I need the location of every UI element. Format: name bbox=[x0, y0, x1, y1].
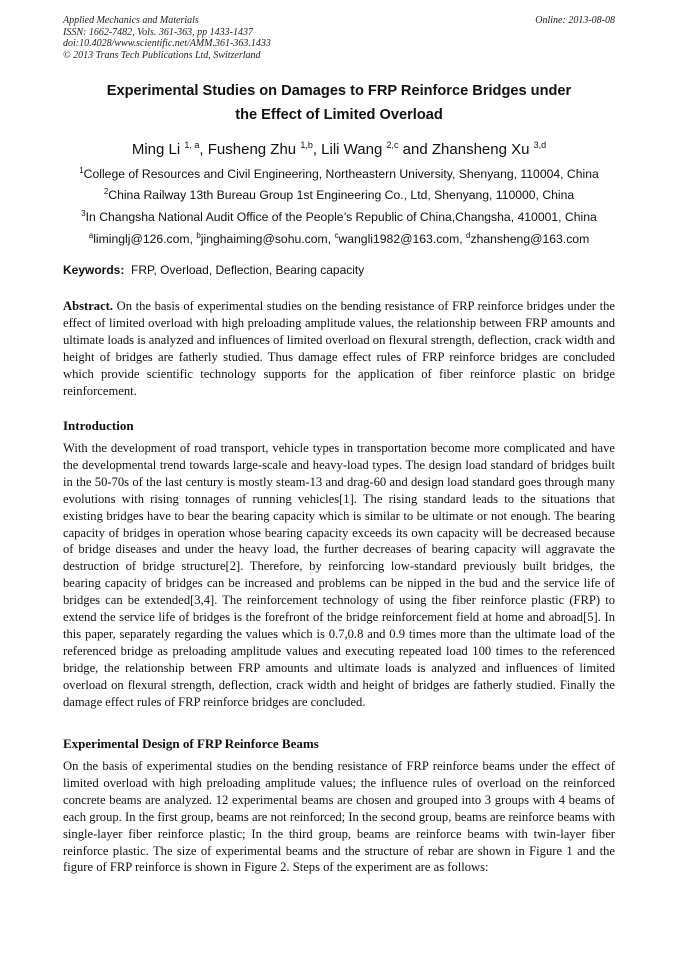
author-name: Ming Li bbox=[131, 141, 181, 158]
author-sup: 3,d bbox=[533, 140, 547, 150]
affiliation-text: College of Resources and Civil Engineering, Northeastern University, Shenyang, 110004, China bbox=[83, 167, 599, 181]
keywords-text: FRP, Overload, Deflection, Bearing capacity bbox=[131, 263, 365, 277]
email-sup: d bbox=[466, 231, 471, 240]
introduction-text: With the development of road transport, vehicle types in transportation become more complicated and have the developmental trend towards large-scale and heavy-load types. The design load standard of bridges built in the 50-70s of the last century is mostly steam-13 and drag-60 and design load standard goes through many evolutions with rising tonnages of running vehicles[1]. The rising standard leads to the situations that existing bridges have to bear the bearing capacity which is similar to be ultimate or not enough. The bearing capacity of bridges in operation whose bearing capacity exceeds its own capacity will be decreased because of bridge diseases and under the heavy load, the further decreases of bearing capacity will aggravate the destruction of bridge structure[2]. Therefore, by reinforcing low-standard previously built bridges, the bearing capacity of bridges can be increased and problems can be nipped in the bud and the service life of bridges can be extended[3,4]. The reinforcement technology of using the fiber reinforce plastic (FRP) to extend the service life of bridges is the forefront of the bridge reinforcement field at home and abroad[5]. In this paper, separately regarding the values which is 0.7,0.8 and 0.9 times more than the ultimate load of the referenced bridge as preloading amplitude values and executing repeated load 100 times to the referenced bridge, the relationship between FRP amounts and ultimate loads is analyzed and influences of limited overload on flexural strength, deflection, crack width and height of bridges are fatherly studied. Finally the damage effect rules of FRP reinforce bridges are concluded. bbox=[63, 441, 615, 709]
affiliation-2 bbox=[20, 184, 658, 203]
email-link[interactable]: wangli1982@163.com, bbox=[338, 232, 467, 246]
author-sup: 1, a bbox=[184, 140, 200, 150]
online-date: Online: 2013-08-08 bbox=[535, 15, 615, 26]
email-link[interactable]: jinghaiming@sohu.com, bbox=[200, 232, 335, 246]
issn-line: ISSN: 1662-7482, Vols. 361-363, pp 1433-1437 bbox=[63, 26, 253, 38]
author-sup: 2,c bbox=[386, 140, 399, 150]
email-link[interactable]: liminglj@126.com, bbox=[93, 232, 197, 246]
author-name: Zhansheng Xu bbox=[431, 141, 530, 158]
affiliation-text: China Railway 13th Bureau Group 1st Engineering Co., Ltd, Shenyang, 110000, China bbox=[108, 188, 575, 202]
author-list bbox=[40, 135, 638, 160]
affiliation-sup: 3 bbox=[81, 209, 86, 218]
copyright-line: © 2013 Trans Tech Publications Ltd, Switzerland bbox=[63, 49, 261, 61]
affiliation-1 bbox=[20, 163, 658, 182]
keywords-label: Keywords: bbox=[63, 263, 125, 277]
affiliation-sup: 2 bbox=[103, 187, 109, 196]
abstract-text: On the basis of experimental studies on the bending resistance of FRP reinforce bridges under the effect of limited overload with high preloading amplitude values, the relationship between FRP amounts and ultimate loads is analyzed and influences of limited overload on flexural strength, deflection, crack width and height of bridges are fatherly studied. Thus damage effect rules of FRP reinforce bridges are concluded which provide scientific technology supports for the application of fiber reinforce plastic on bridge reinforcement. bbox=[63, 299, 615, 398]
title-line-2: the Effect of Limited Overload bbox=[235, 107, 443, 123]
paper-title bbox=[60, 79, 618, 127]
doi-line: doi:10.4028/www.scientific.net/AMM.361-363.1433 bbox=[63, 38, 271, 49]
abstract-label: Abstract. bbox=[63, 299, 114, 313]
journal-header bbox=[63, 15, 615, 61]
affiliation-3 bbox=[20, 206, 658, 225]
keywords bbox=[63, 263, 615, 277]
author-sup: 1,b bbox=[300, 140, 313, 150]
email-sup: c bbox=[334, 231, 339, 240]
author-separator: , bbox=[199, 141, 208, 158]
author-name: Fusheng Zhu bbox=[207, 141, 297, 158]
email-line bbox=[20, 228, 658, 247]
author-separator: and bbox=[398, 141, 432, 158]
affiliation-text: In Changsha National Audit Office of the People’s Republic of China,Changsha, 410001, China bbox=[85, 210, 597, 224]
affiliation-sup: 1 bbox=[79, 166, 84, 175]
abstract bbox=[63, 298, 615, 399]
author-name: Lili Wang bbox=[321, 141, 383, 158]
journal-name: Applied Mechanics and Materials bbox=[63, 15, 199, 26]
email-sup: a bbox=[88, 231, 94, 240]
title-line-1: Experimental Studies on Damages to FRP Reinforce Bridges under bbox=[106, 83, 572, 99]
experimental-heading: Experimental Design of FRP Reinforce Beams bbox=[63, 736, 319, 751]
experimental-text: On the basis of experimental studies on the bending resistance of FRP reinforce beams under the effect of limited overload with high preloading amplitude values; the influence rules of overload on the reinforced concrete beams are analyzed. 12 experimental beams are chosen and grouped into 3 groups with 4 beams of each group. In the first group, beams are not reinforced; In the second group, beams are reinforce beams with single-layer fiber reinforce plastic; In the third group, beams are reinforce beams with twin-layer fiber reinforce plastic. The size of experimental beams and the structure of rebar are shown in Figure 1 and the figure of FRP reinforce is shown in Figure 2. Steps of the experiment are as follows: bbox=[63, 759, 615, 875]
introduction-heading: Introduction bbox=[63, 418, 134, 433]
email-sup: b bbox=[196, 231, 201, 240]
author-separator: , bbox=[312, 141, 322, 158]
email-link[interactable]: zhansheng@163.com bbox=[470, 232, 590, 246]
